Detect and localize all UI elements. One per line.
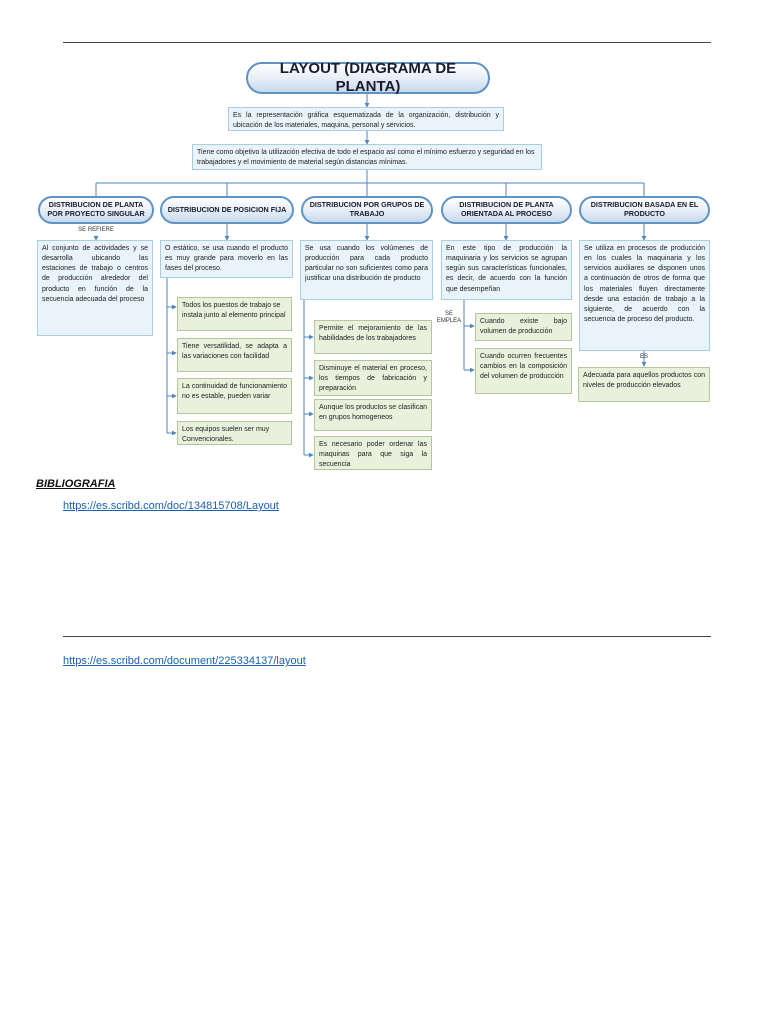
definition-box: Es la representación gráfica esquematizada de la organización, distribución y ubicación de los materiales, maquina, personal y servicios. [228, 107, 504, 131]
bibliography-link-2[interactable]: https://es.scribd.com/document/225334137/layout [63, 655, 306, 667]
item-posicion-fija-3: La continuidad de funcionamiento no es estable, pueden variar [177, 378, 292, 414]
description-grupos-trabajo: Se usa cuando los volúmenes de producción para cada producto particular no son suficientes como para justificar una distribución de producto [300, 240, 433, 300]
description-proyecto-singular: Al conjunto de actividades y se desarrolla ubicando las estaciones de trabajo o centros de producción alrededor del producto en función de la secuencia adecuada del proceso [37, 240, 153, 336]
bibliography-link-1[interactable]: https://es.scribd.com/doc/134815708/Layout [63, 500, 279, 512]
description-basada-producto: Se utiliza en procesos de producción en los cuales la maquinaria y los servicios auxiliares se disponen unos a continuación de otros de forma que los materiales fluyen directamente desde una estación de trabajo a la siguiente, de acuerdo con la secuencia de proceso del producto. [579, 240, 710, 351]
bibliography-title: BIBLIOGRAFIA [36, 478, 116, 490]
category-proyecto-singular: DISTRIBUCION DE PLANTA POR PROYECTO SINGULAR [38, 196, 154, 224]
objective-box: Tiene como objetivo la utilización efectiva de todo el espacio así como el mínimo esfuerzo y seguridad en los trabajadores y el movimiento de material según distancias mínimas. [192, 144, 542, 170]
item-grupos-2: Disminuye el material en proceso, los tiempos de fabricación y preparación [314, 360, 432, 396]
connector-label-se-refiere: SE REFIERE [78, 227, 114, 233]
category-posicion-fija: DISTRIBUCION DE POSICION FIJA [160, 196, 294, 224]
connector-label-se-emplea: SE EMPLEA [436, 311, 462, 325]
item-posicion-fija-1: Todos los puestos de trabajo se instala junto al elemento principal [177, 297, 292, 331]
item-grupos-4: Es necesario poder ordenar las maquinas para que siga la secuencia [314, 436, 432, 470]
description-posicion-fija: O estático, se usa cuando el producto es muy grande para moverlo en las fases del proceso. [160, 240, 293, 278]
category-orientada-proceso: DISTRIBUCION DE PLANTA ORIENTADA AL PROCESO [441, 196, 572, 224]
item-proceso-1: Cuando existe bajo volumen de producción [475, 313, 572, 341]
connector-label-es: ES [639, 354, 648, 360]
diagram-title: LAYOUT (DIAGRAMA DE PLANTA) [246, 62, 490, 94]
category-grupos-trabajo: DISTRIBUCION POR GRUPOS DE TRABAJO [301, 196, 433, 224]
description-orientada-proceso: En este tipo de producción la maquinaria y los servicios se agrupan según sus características funcionales, es decir, de acuerdo con la función que desempeñan [441, 240, 572, 300]
item-grupos-3: Aunque los productos se clasifican en grupos homogeneos [314, 399, 432, 431]
category-basada-producto: DISTRIBUCION BASADA EN EL PRODUCTO [579, 196, 710, 224]
item-posicion-fija-2: Tiene versatilidad, se adapta a las variaciones con facilidad [177, 338, 292, 372]
item-proceso-2: Cuando ocurren frecuentes cambios en la composición del volumen de producción [475, 348, 572, 394]
item-grupos-1: Permite el mejoramiento de las habilidades de los trabajadores [314, 320, 432, 354]
item-producto-1: Adecuada para aquellos productos con niveles de producción elevados [578, 367, 710, 402]
item-posicion-fija-4: Los equipos suelen ser muy Convencionales. [177, 421, 292, 445]
